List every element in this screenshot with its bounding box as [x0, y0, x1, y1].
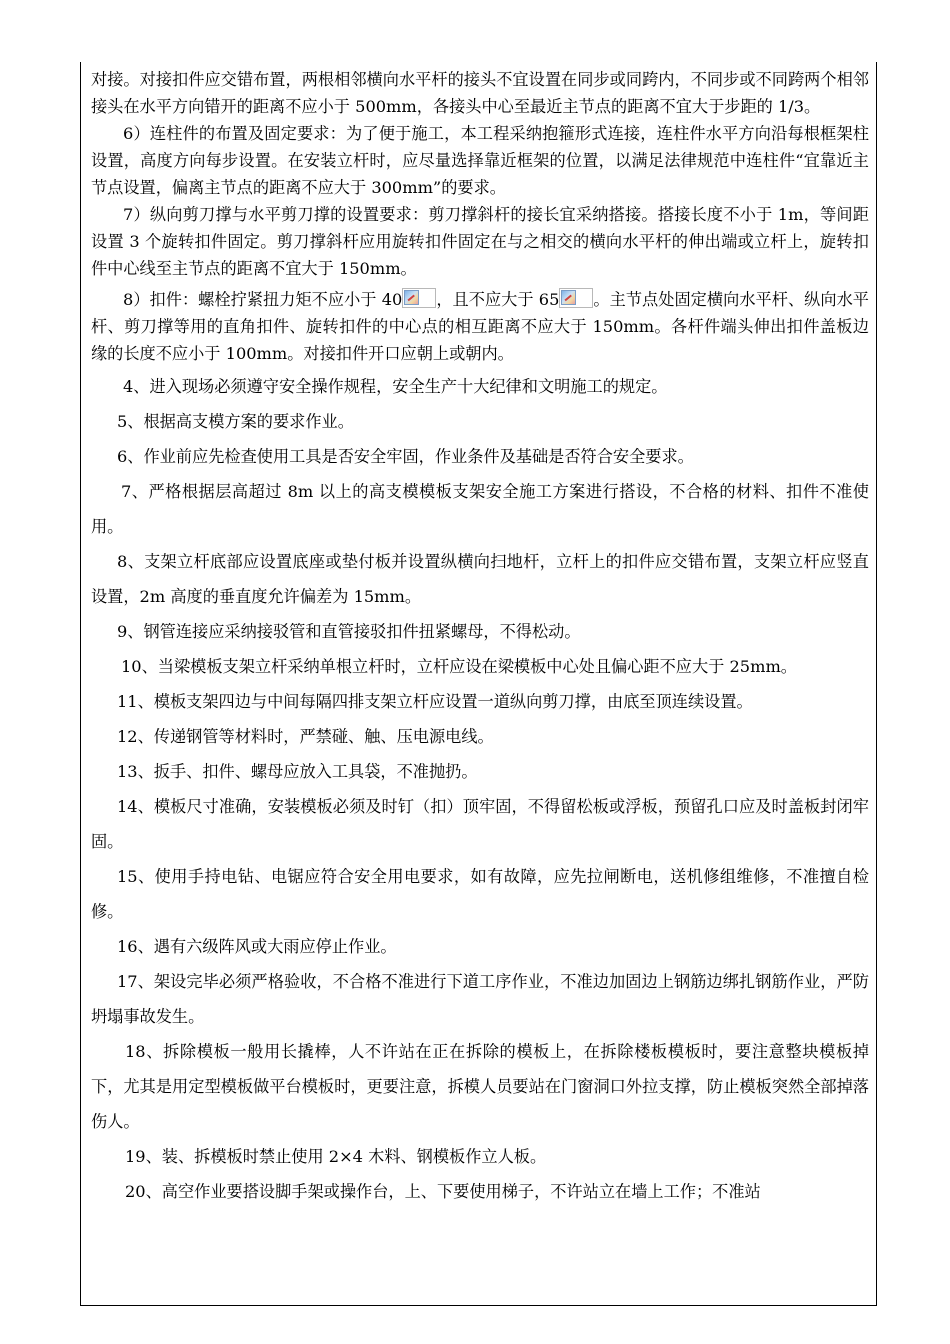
rule-12: 12、传递钢管等材料时，严禁碰、触、压电源电线。 — [117, 727, 494, 746]
rule-16: 16、遇有六级阵风或大雨应停止作业。 — [117, 937, 397, 956]
rule-15: 15、使用手持电钻、电锯应符合安全用电要求，如有故障，应先拉闸断电，送机修组维修，不准擅自检修。 — [91, 867, 869, 921]
rule-4: 4、进入现场必须遵守安全操作规程，安全生产十大纪律和文明施工的规定。 — [123, 377, 668, 396]
item8-text-part1: 8）扣件：螺栓拧紧扭力矩不应小于 40 — [123, 290, 403, 309]
rule-6: 6、作业前应先检查使用工具是否安全牢固，作业条件及基础是否符合安全要求。 — [117, 447, 694, 466]
rule-17: 17、架设完毕必须严格验收，不合格不准进行下道工序作业，不准边加固边上钢筋边绑扎钢筋作业，严防坍塌事故发生。 — [91, 972, 869, 1026]
document-body — [91, 66, 869, 1209]
paragraph-item-6: 6）连柱件的布置及固定要求：为了便于施工，本工程采纳抱箍形式连接，连柱件水平方向沿每根框架柱设置，高度方向每步设置。在安装立杆时，应尽量选择靠近框架的位置，以满足法律规范中连柱件“宜靠近主节点设置，偏离主节点的距离不应大于 300mm”的要求。 — [91, 124, 869, 197]
item8-text-part2: ，且不应大于 65 — [436, 290, 560, 309]
rule-19: 19、装、拆模板时禁止使用 2×4 木料、钢模板作立人板。 — [125, 1147, 547, 1166]
paragraph-continuation: 对接。对接扣件应交错布置，两根相邻横向水平杆的接头不宜设置在同步或同跨内，不同步或不同跨两个相邻接头在水平方向错开的距离不应小于 500mm，各接头中心至最近主节点的距离不宜大于步距的 1/3。 — [91, 70, 869, 116]
paragraph-item-8 — [91, 286, 869, 367]
rule-20: 20、高空作业要搭设脚手架或操作台，上、下要使用梯子，不许站立在墙上工作；不准站 — [125, 1182, 761, 1201]
rule-8: 8、支架立杆底部应设置底座或垫付板并设置纵横向扫地杆，立杆上的扣件应交错布置，支架立杆应竖直设置，2m 高度的垂直度允许偏差为 15mm。 — [91, 552, 869, 606]
rule-7: 7、严格根据层高超过 8m 以上的高支模模板支架安全施工方案进行搭设，不合格的材料、扣件不准使用。 — [91, 482, 869, 536]
document-page — [80, 62, 877, 1306]
rule-11: 11、模板支架四边与中间每隔四排支架立杆应设置一道纵向剪刀撑，由底至顶连续设置。 — [117, 692, 753, 711]
paragraph-item-7: 7）纵向剪刀撑与水平剪刀撑的设置要求：剪刀撑斜杆的接长宜采纳搭接。搭接长度不小于 1m，等间距设置 3 个旋转扣件固定。剪刀撑斜杆应用旋转扣件固定在与之相交的横向水平杆的伸出端或立杆上，旋转扣件中心线至主节点的距离不宜大于 150mm。 — [91, 205, 869, 278]
rule-9: 9、钢管连接应采纳接驳管和直管接驳扣件扭紧螺母，不得松动。 — [117, 622, 581, 641]
rule-14: 14、模板尺寸准确，安装模板必须及时钉（扣）顶牢固，不得留松板或浮板，预留孔口应及时盖板封闭牢固。 — [91, 797, 869, 851]
rule-13: 13、扳手、扣件、螺母应放入工具袋，不准抛扔。 — [117, 762, 478, 781]
rule-18: 18、拆除模板一般用长撬棒，人不许站在正在拆除的模板上，在拆除楼板模板时，要注意整块模板掉下，尤其是用定型模板做平台模板时，更要注意，拆模人员要站在门窗洞口外拉支撑，防止模板突然全部掉落伤人。 — [91, 1042, 869, 1131]
broken-image-icon — [559, 288, 593, 308]
broken-image-icon — [402, 288, 436, 308]
item8-text-part3: 。主节点处固定横向水平杆、纵向水平杆、剪刀撑等用的直角扣件、旋转扣件的中心点的相互距离不应大于 150mm。各杆件端头伸出扣件盖板边缘的长度不应小于 100mm。对接扣件开口应朝上或朝内。 — [91, 290, 869, 363]
rule-10: 10、当梁模板支架立杆采纳单根立杆时，立杆应设在梁模板中心处且偏心距不应大于 25mm。 — [121, 657, 797, 676]
rule-5: 5、根据高支模方案的要求作业。 — [117, 412, 354, 431]
